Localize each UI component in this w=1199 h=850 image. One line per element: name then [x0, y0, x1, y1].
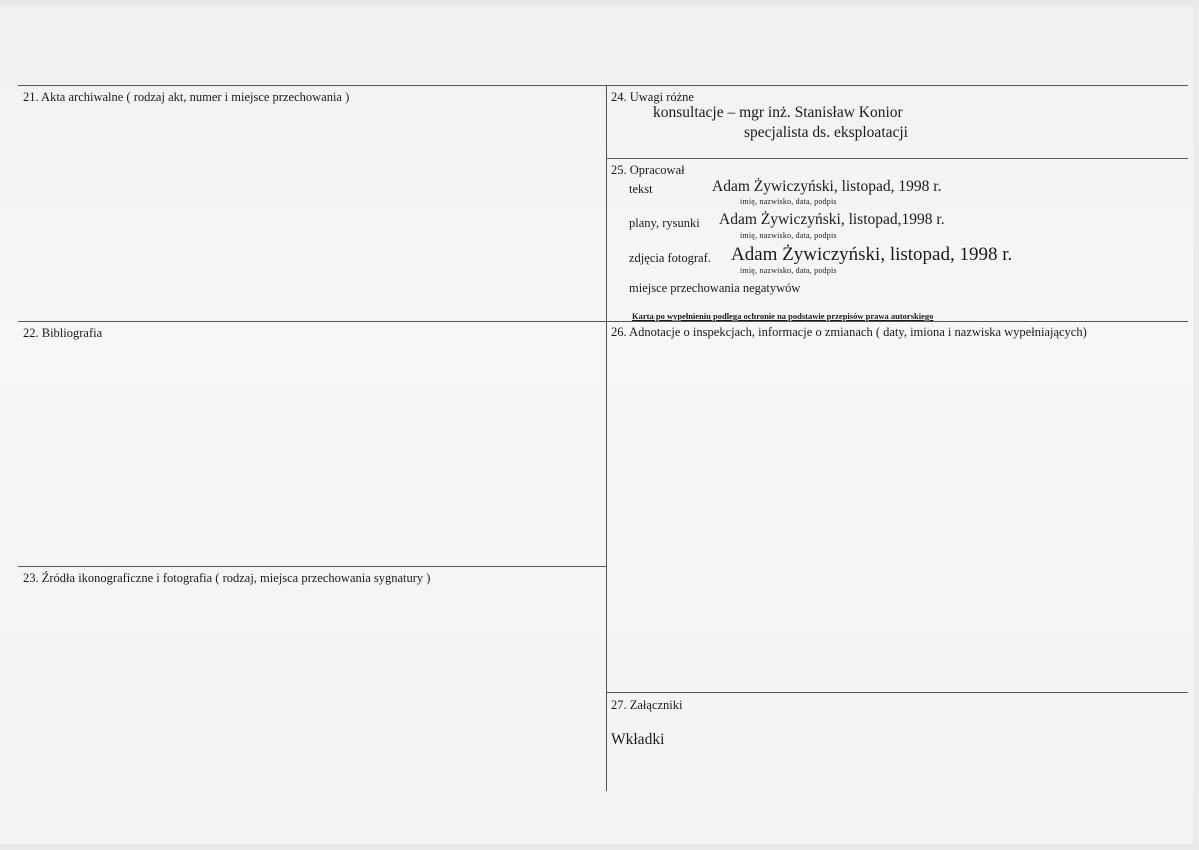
zalaczniki-value: Wkładki	[611, 731, 665, 748]
section-21-label: 21. Akta archiwalne ( rodzaj akt, numer i miejsce przechowania )	[23, 90, 350, 104]
divider-22-23	[18, 566, 606, 567]
tekst-label: tekst	[629, 182, 653, 196]
scan-bottom-edge	[0, 844, 1199, 850]
zdjecia-value: Adam Żywiczyński, listopad, 1998 r.	[731, 244, 1013, 265]
section-23-label: 23. Źródła ikonograficzne i fotografia ( rodzaj, miejsca przechowania sygnatury )	[23, 571, 431, 585]
zdjecia-hint: imię, nazwisko, data, podpis	[740, 266, 837, 275]
section-22-label: 22. Bibliografia	[23, 326, 103, 340]
uwagi-line-1: konsultacje – mgr inż. Stanisław Konior	[653, 104, 903, 121]
section-27-label: 27. Załączniki	[611, 698, 683, 712]
divider-24-25	[606, 158, 1188, 159]
scan-right-edge	[1193, 0, 1199, 850]
plany-value: Adam Żywiczyński, listopad,1998 r.	[719, 211, 945, 228]
plany-label: plany, rysunki	[629, 216, 700, 230]
tekst-value: Adam Żywiczyński, listopad, 1998 r.	[712, 178, 942, 195]
section-26-label: 26. Adnotacje o inspekcjach, informacje o zmianach ( daty, imiona i nazwiska wypełniających)	[611, 325, 1087, 339]
section-25-label: 25. Opracował	[611, 163, 685, 177]
uwagi-line-2: specjalista ds. eksploatacji	[744, 124, 908, 141]
zdjecia-label: zdjęcia fotograf.	[629, 251, 711, 265]
center-divider	[606, 85, 607, 791]
divider-21-22	[18, 321, 1188, 322]
top-border-line	[18, 85, 1188, 86]
copyright-notice: Karta po wypełnieniu podlega ochronie na podstawie przepisów prawa autorskiego	[632, 311, 934, 321]
section-24-label: 24. Uwagi różne	[611, 90, 694, 104]
negatywy-label: miejsce przechowania negatywów	[629, 281, 801, 295]
divider-26-27	[606, 692, 1188, 693]
tekst-hint: imię, nazwisko, data, podpis	[740, 197, 837, 206]
plany-hint: imię, nazwisko, data, podpis	[740, 231, 837, 240]
scan-top-edge	[0, 0, 1199, 6]
